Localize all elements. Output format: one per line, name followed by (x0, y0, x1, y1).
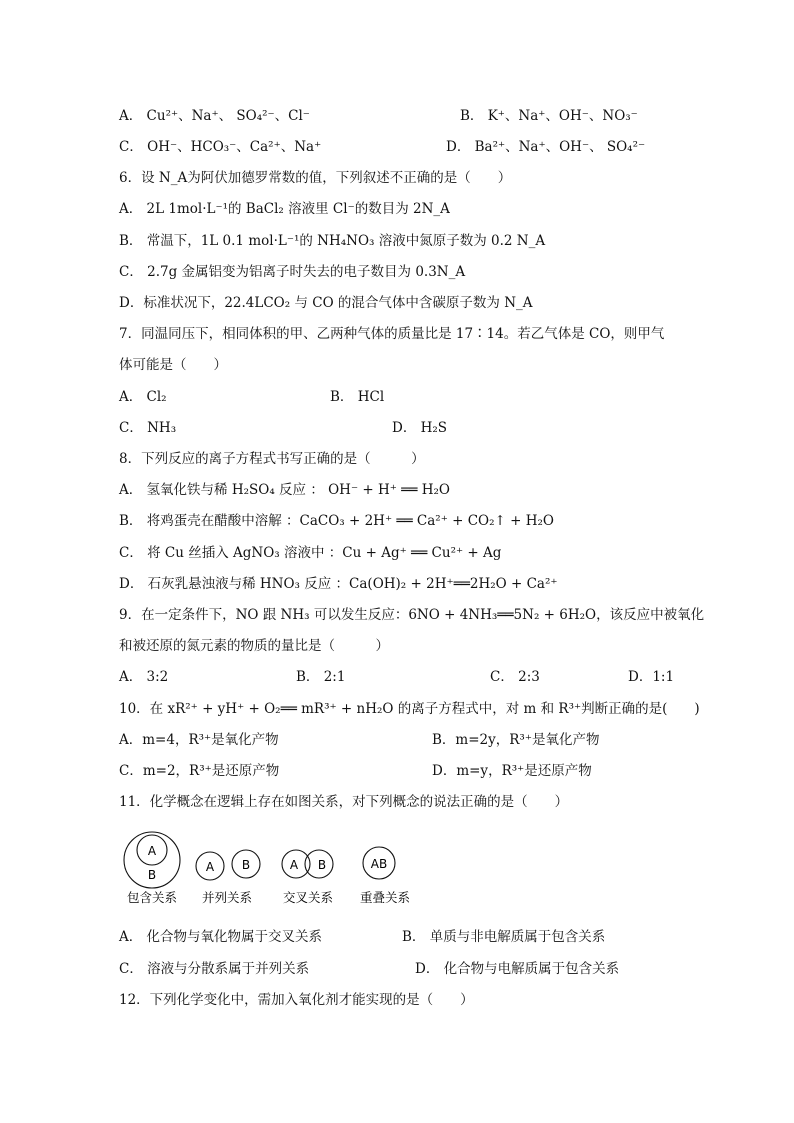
q11-stem: 11．化学概念在逻辑上存在如图关系，对下列概念的说法正确的是（ ） (119, 794, 569, 810)
q7-option-d: D． H₂S (392, 420, 448, 436)
concept-relationship-diagram (119, 822, 439, 910)
q9-option-c: C． 2:3 (490, 669, 540, 685)
q6-stem: 6．设 N_A为阿伏加德罗常数的值，下列叙述不正确的是（ ） (119, 170, 512, 186)
q10-option-c: C．m=2，R³⁺是还原产物 (119, 763, 280, 779)
q10-option-b: B．m=2y，R³⁺是氧化产物 (432, 732, 600, 748)
caption-parallel: 并列关系 (201, 890, 253, 905)
intersection-label-a: A (289, 858, 299, 872)
parallel-label-a: A (205, 860, 215, 874)
q7-option-b: B． HCl (330, 389, 385, 405)
overlap-relation-figure (360, 847, 411, 905)
q10-stem: 10．在 xR²⁺ + yH⁺ + O₂══ mR³⁺ + nH₂O 的离子方程式中，对 m 和 R³⁺判断正确的是( ) (119, 701, 700, 717)
q7-option-a: A． Cl₂ (119, 389, 167, 405)
q10-option-a: A．m=4，R³⁺是氧化产物 (119, 732, 279, 748)
q6-option-a: A． 2L 1mol·L⁻¹的 BaCl₂ 溶液里 Cl⁻的数目为 2N_A (119, 201, 450, 217)
parallel-label-b: B (241, 858, 251, 872)
q7-option-c: C． NH₃ (119, 420, 177, 436)
inclusion-label-a: A (147, 844, 157, 858)
q8-option-b: B． 将鸡蛋壳在醋酸中溶解 ：CaCO₃ + 2H⁺ ══ Ca²⁺ + CO₂↑ + H₂O (119, 513, 554, 529)
q5-option-c: C． OH⁻、HCO₃⁻、Ca²⁺、Na⁺ (119, 139, 322, 155)
q8-option-a: A． 氢氧化铁与稀 H₂SO₄ 反应 ： OH⁻ + H⁺ ══ H₂O (119, 482, 450, 498)
q9-stem-line2: 和被还原的氮元素的物质的量比是（ ） (119, 638, 389, 654)
q5-option-b: B． K⁺、Na⁺、OH⁻、NO₃⁻ (460, 108, 638, 124)
q9-stem-line1: 9．在一定条件下，NO 跟 NH₃ 可以发生反应：6NO + 4NH₃══5N₂ + 6H₂O，该反应中被氧化 (119, 607, 705, 623)
q11-option-c: C． 溶液与分散系属于并列关系 (119, 961, 310, 977)
q5-option-a: A． Cu²⁺、Na⁺、 SO₄²⁻、Cl⁻ (119, 108, 310, 124)
q10-option-d: D．m=y，R³⁺是还原产物 (432, 763, 592, 779)
inclusion-relation-figure (124, 832, 180, 905)
caption-overlap: 重叠关系 (359, 890, 411, 905)
intersection-label-b: B (317, 858, 327, 872)
q11-option-d: D． 化合物与电解质属于包含关系 (415, 961, 620, 977)
q11-option-a: A． 化合物与氧化物属于交叉关系 (119, 929, 323, 945)
q8-option-d: D． 石灰乳悬浊液与稀 HNO₃ 反应 ：Ca(OH)₂ + 2H⁺══2H₂O + Ca²⁺ (119, 576, 558, 592)
q9-option-d: D．1:1 (628, 669, 675, 685)
q9-option-a: A． 3:2 (119, 669, 169, 685)
caption-inclusion: 包含关系 (126, 890, 178, 905)
q7-stem-line1: 7．同温同压下，相同体积的甲、乙两种气体的质量比是 17∶14。若乙气体是 CO，则甲气 (119, 326, 665, 342)
q12-stem: 12．下列化学变化中，需加入氧化剂才能实现的是（ ） (119, 992, 474, 1008)
parallel-relation-figure (196, 850, 260, 905)
q5-option-d: D． Ba²⁺、Na⁺、OH⁻、 SO₄²⁻ (446, 139, 646, 155)
q6-option-c: C． 2.7g 金属铝变为铝离子时失去的电子数目为 0.3N_A (119, 264, 466, 280)
q8-stem: 8．下列反应的离子方程式书写正确的是（ ） (119, 451, 425, 467)
inclusion-label-b: B (147, 868, 157, 882)
q9-option-b: B． 2:1 (296, 669, 346, 685)
intersection-relation-figure (282, 850, 333, 905)
overlap-label-ab: AB (370, 857, 388, 871)
q6-option-b: B． 常温下，1L 0.1 mol·L⁻¹的 NH₄NO₃ 溶液中氮原子数为 0.2 N_A (119, 233, 546, 249)
q7-stem-line2: 体可能是（ ） (119, 357, 227, 373)
caption-intersection: 交叉关系 (282, 890, 334, 905)
q8-option-c: C． 将 Cu 丝插入 AgNO₃ 溶液中 ：Cu + Ag⁺ ══ Cu²⁺ + Ag (119, 545, 502, 561)
q11-option-b: B． 单质与非电解质属于包含关系 (402, 929, 606, 945)
q6-option-d: D．标准状况下，22.4LCO₂ 与 CO 的混合气体中含碳原子数为 N_A (119, 295, 533, 311)
